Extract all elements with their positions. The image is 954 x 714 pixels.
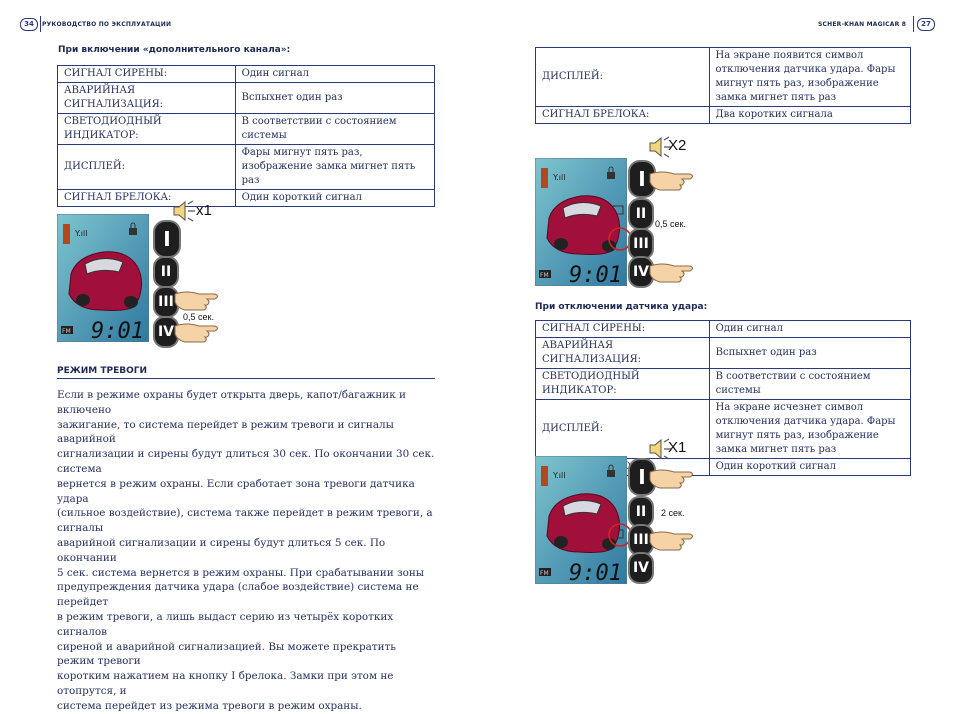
beep-count: X1 — [668, 439, 687, 456]
table-cell-key: ДИСПЛЕЙ: — [58, 145, 236, 190]
lcd-clock: 9:01 — [569, 263, 622, 286]
table-cell-key: СИГНАЛ СИРЕНЫ: — [58, 66, 236, 83]
alarm-mode-paragraph — [57, 388, 435, 714]
lcd-display — [535, 456, 627, 584]
svg-text:FM: FM — [540, 272, 549, 279]
paragraph-line: сиреной и аварийной сигнализацией. Вы можете прекратить режим тревоги — [57, 640, 396, 668]
table-cell-key: СВЕТОДИОДНЫЙ ИНДИКАТОР: — [58, 114, 236, 145]
table-cell-value: Вспыхнет один раз — [709, 338, 910, 369]
page-number-left: 34 — [20, 18, 38, 31]
paragraph-line: аварийной сигнализации и сирены будут длиться 5 сек. По окончании — [57, 536, 386, 564]
pointing-hand-icon — [648, 260, 696, 286]
table-cell-value: В соответствии с состоянием системы — [235, 114, 434, 145]
header-divider-left — [40, 16, 41, 32]
beep-count: X2 — [668, 137, 687, 154]
table-cell-value: На экране исчезнет символ отключения датчика удара. Фары мигнут пять раз, изображение замка мигнет пять раз — [709, 400, 910, 459]
pointing-hand-icon — [648, 168, 696, 194]
paragraph-line: в режим тревоги, а лишь выдаст серию из четырёх коротких сигналов — [57, 610, 394, 638]
beep-count: x1 — [196, 202, 212, 219]
table-cell-key: СИГНАЛ СИРЕНЫ: — [536, 321, 710, 338]
table-cell-value: Фары мигнут пять раз, изображение замка мигнет пять раз — [235, 145, 434, 190]
section-divider — [57, 378, 435, 379]
paragraph-line: сигнализации и сирены будут длиться 30 сек. По окончании 30 сек. система — [57, 448, 435, 475]
pointing-hand-icon — [173, 288, 221, 314]
remote-button-4[interactable]: IV — [628, 256, 654, 288]
table-row — [536, 48, 911, 107]
paragraph-line: Если в режиме охраны будет открыта дверь, капот/багажник и включено — [57, 389, 406, 416]
svg-text:FM: FM — [62, 328, 71, 335]
table-cell-value: Вспыхнет один раз — [235, 83, 434, 114]
pointing-hand-icon — [648, 528, 696, 554]
table-cell-value: Один сигнал — [235, 66, 434, 83]
table-row — [58, 114, 435, 145]
table-cell-value: Два коротких сигнала — [709, 107, 910, 124]
remote-button-3[interactable]: III — [153, 286, 179, 318]
table-row — [536, 338, 911, 369]
table-cell-value: Один короткий сигнал — [709, 459, 910, 476]
section-title-aux-channel: При включении «дополнительного канала»: — [58, 45, 291, 55]
remote-button-2[interactable]: II — [628, 496, 654, 528]
table-row — [58, 145, 435, 190]
table-cell-key: СВЕТОДИОДНЫЙ ИНДИКАТОР: — [536, 369, 710, 400]
paragraph-line: зажигание, то система перейдет в режим тревоги и сигналы аварийной — [57, 418, 394, 446]
table-aux-channel — [57, 65, 435, 207]
press-duration: 2 сек. — [661, 508, 685, 518]
table-cell-value: В соответствии с состоянием системы — [709, 369, 910, 400]
header-title-left: РУКОВОДСТВО ПО ЭКСПЛУАТАЦИИ — [42, 21, 172, 28]
lcd-clock: 9:01 — [569, 561, 622, 584]
lcd-display — [535, 158, 627, 286]
table-cell-key: ДИСПЛЕЙ: — [536, 48, 710, 107]
table-row — [58, 83, 435, 114]
section-title-alarm-mode: РЕЖИМ ТРЕВОГИ — [57, 366, 148, 376]
table-cell-value: Один короткий сигнал — [235, 190, 434, 207]
remote-button-1[interactable]: I — [628, 160, 656, 198]
table-row — [536, 321, 911, 338]
figure-aux-channel — [57, 200, 227, 350]
table-cell-key: АВАРИЙНАЯ СИГНАЛИЗАЦИЯ: — [536, 338, 710, 369]
remote-button-2[interactable]: II — [628, 198, 654, 230]
figure-shock-sensor-on — [535, 136, 705, 286]
pointing-hand-icon — [173, 320, 221, 346]
remote-button-4[interactable]: IV — [628, 552, 654, 584]
speaker-icon — [171, 200, 197, 222]
lcd-display — [57, 214, 149, 342]
remote-button-3[interactable]: III — [628, 524, 654, 556]
remote-button-1[interactable]: I — [628, 458, 656, 496]
remote-button-3[interactable]: III — [628, 228, 654, 260]
table-cell-value: На экране появится символ отключения датчика удара. Фары мигнут пять раз, изображение замка мигнет пять раз — [709, 48, 910, 107]
press-duration: 0,5 сек. — [183, 312, 214, 322]
table-cell-key: СИГНАЛ БРЕЛОКА: — [536, 107, 710, 124]
lcd-clock: 9:01 — [91, 319, 144, 342]
table-cell-key: ДИСПЛЕЙ: — [536, 400, 710, 459]
table-shock-sensor-on — [535, 47, 911, 124]
section-title-shock-sensor-off: При отключении датчика удара: — [535, 302, 708, 312]
remote-button-4[interactable]: IV — [153, 316, 179, 348]
table-row — [536, 107, 911, 124]
remote-button-2[interactable]: II — [153, 256, 179, 288]
header-divider-right — [913, 16, 914, 32]
press-duration: 0,5 сек. — [655, 219, 686, 229]
paragraph-line: коротким нажатием на кнопку I брелока. Замки при этом не отопрутся, и — [57, 670, 394, 697]
table-cell-value: Один сигнал — [709, 321, 910, 338]
table-cell-key: СИГНАЛ БРЕЛОКА: — [58, 190, 236, 207]
table-row — [58, 66, 435, 83]
figure-shock-sensor-off — [535, 438, 705, 588]
page-number-right: 27 — [917, 18, 935, 31]
svg-text:Y.ıll: Y.ıll — [553, 471, 566, 480]
paragraph-line: 5 сек. система вернется в режим охраны. При срабатывании зоны — [57, 566, 425, 579]
paragraph-line: предупреждения датчика удара (слабое воздействие) система не перейдет — [57, 581, 419, 609]
paragraph-line: система перейдет из режима тревоги в режим охраны. — [57, 699, 362, 712]
paragraph-line: (сильное воздействие), система также перейдет в режим тревоги, а сигналы — [57, 507, 433, 535]
remote-button-1[interactable]: I — [153, 220, 181, 258]
table-row — [536, 369, 911, 400]
paragraph-line: вернется в режим охраны. Если сработает зона тревоги датчика удара — [57, 477, 415, 505]
svg-text:Y.ıll: Y.ıll — [553, 173, 566, 182]
svg-text:FM: FM — [540, 570, 549, 577]
header-title-right: SCHER-KHAN MAGICAR 8 — [818, 21, 907, 28]
table-cell-key: АВАРИЙНАЯ СИГНАЛИЗАЦИЯ: — [58, 83, 236, 114]
svg-text:Y.ıll: Y.ıll — [75, 229, 88, 238]
pointing-hand-icon — [648, 466, 696, 492]
